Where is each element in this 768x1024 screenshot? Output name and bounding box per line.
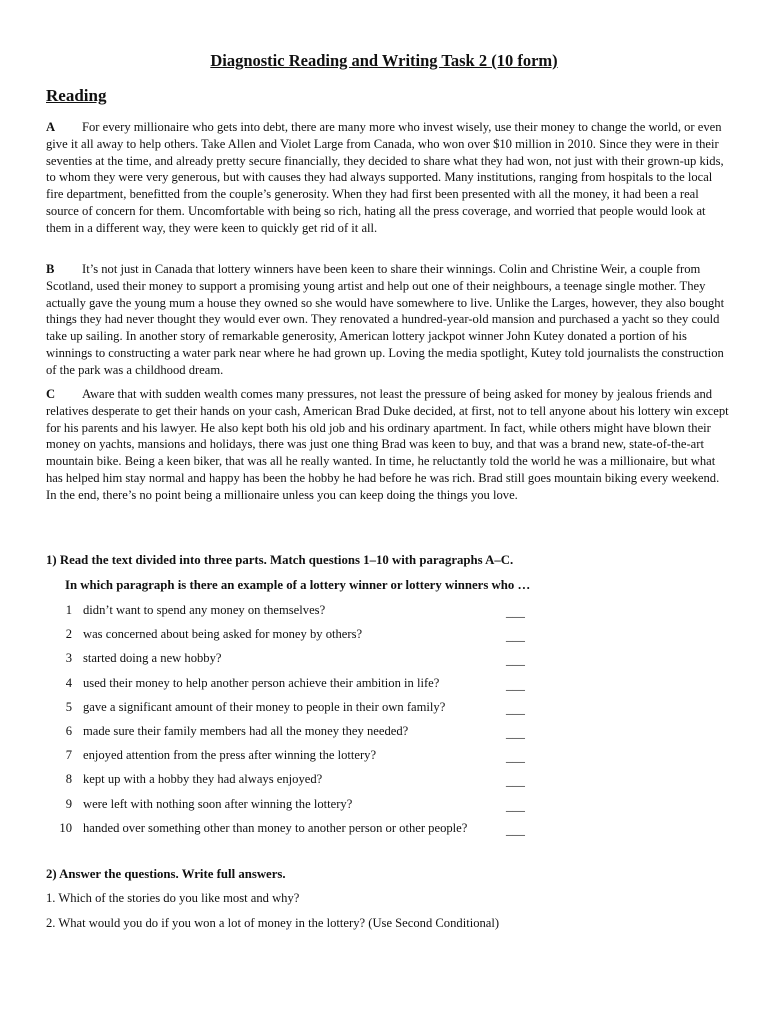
list-item [46, 697, 546, 721]
question-number: 6 [65, 723, 72, 738]
question-text: kept up with a hobby they had always enjoyed? [83, 772, 323, 787]
answer-blank[interactable]: ___ [506, 798, 525, 813]
paragraph-letter: B [46, 262, 55, 276]
list-item [46, 648, 546, 672]
question-text: started doing a new hobby? [83, 651, 222, 666]
task2-question-1: 1. Which of the stories do you like most and why? [46, 891, 300, 905]
answer-blank[interactable]: ___ [506, 822, 525, 837]
paragraph-text: For every millionaire who gets into debt, there are many more who invest wisely, use their money to change the world, or even give it all away to help others. Take Allen and Violet Large from Canada, who won over $10 million in 2010. Since they were in their seventies at the time, and already pretty secure financially, they decided to share what they had won, not just with their grown-up kids, to whom they were very generous, but with causes they had always supported. Many institutions, ranging from hospitals to the local fire department, benefitted from the couple’s generosity. When they had first been presented with all the money, it had been a real source of concern for them. Uncomfortable with being so rich, hating all the press coverage, and worried that people would look at them in a different way, they were keen to quickly get rid of it all. [46, 120, 724, 235]
question-text: enjoyed attention from the press after winning the lottery? [83, 748, 377, 763]
answer-blank[interactable]: ___ [506, 653, 525, 668]
question-text: gave a significant amount of their money to people in their own family? [83, 699, 446, 714]
answer-blank[interactable]: ___ [506, 725, 525, 740]
answer-blank[interactable]: ___ [506, 629, 525, 644]
task1-subheading: In which paragraph is there an example of a lottery winner or lottery winners who … [65, 578, 531, 592]
question-text: made sure their family members had all the money they needed? [83, 723, 409, 738]
answer-blank[interactable]: ___ [506, 750, 525, 765]
list-item [46, 794, 546, 818]
section-heading-reading: Reading [46, 86, 107, 105]
list-item [46, 818, 546, 842]
answer-blank[interactable]: ___ [506, 605, 525, 619]
list-item [46, 673, 546, 697]
answer-blank[interactable]: ___ [506, 701, 525, 716]
question-number: 4 [65, 675, 72, 690]
question-number: 2 [65, 627, 72, 642]
paragraph-text: It’s not just in Canada that lottery winners have been keen to share their winnings. Colin and Christine Weir, a couple from Scotland, used their money to support a promising young artist and help out one of their neighbours, a teenage single mother. They actually gave the young mum a house they owned so she would have somewhere to live. Unlike the Larges, however, they also bought things they had never thought they would ever own. They renovated a hundred-year-old mansion and purchased a yacht so they could take up sailing. In another story of remarkable generosity, American lottery jackpot winner John Kutey donated a portion of his winnings to constructing a water park near where he had grown up. Loving the media spotlight, Kutey told journalists the construction of the park was a childhood dream. [46, 262, 725, 377]
question-number: 1 [65, 603, 72, 617]
paragraph-b [46, 261, 730, 379]
task1-heading: 1) Read the text divided into three parts. Match questions 1–10 with paragraphs A–C. [46, 553, 514, 567]
task2-question-2: 2. What would you do if you won a lot of money in the lottery? (Use Second Conditional) [46, 916, 500, 930]
question-number: 7 [65, 748, 72, 763]
question-text: used their money to help another person achieve their ambition in life? [83, 675, 440, 690]
list-item [46, 745, 546, 769]
page-title: Diagnostic Reading and Writing Task 2 (10 form) [210, 51, 558, 70]
paragraph-text: Aware that with sudden wealth comes many pressures, not least the pressure of being asked for money by jealous friends and relatives desperate to get their hands on your cash, American Brad Duke decided, at first, not to tell anyone about his lottery win except for his parents and his lawyer. He also kept both his old job and his ordinary apartment. In fact, while others might have blown their money on yachts, mansions and holidays, there was just one thing Brad was keen to buy, and that was a brand new, state-of-the-art mountain bike. Being a keen biker, that was all he really wanted. In time, he reluctantly told the world he was a millionaire, but what has helped him stay normal and happy has been the hobby he had before he was rich. Brad still goes mountain biking every weekend. In the end, there’s no point being a millionaire unless you can keep doing the things you love. [46, 387, 729, 502]
list-item [46, 769, 546, 793]
list-item [46, 624, 546, 648]
answer-blank[interactable]: ___ [506, 677, 525, 692]
question-text: didn’t want to spend any money on themselves? [83, 603, 326, 617]
question-text: were left with nothing soon after winning the lottery? [83, 796, 353, 811]
matching-question-list [46, 600, 546, 842]
question-text: handed over something other than money to another person or other people? [83, 820, 468, 835]
paragraph-letter: C [46, 387, 56, 401]
answer-blank[interactable]: ___ [506, 774, 525, 789]
paragraph-a [46, 119, 730, 237]
paragraph-c [46, 386, 730, 504]
paragraph-letter: A [46, 120, 56, 134]
task2-heading: 2) Answer the questions. Write full answers. [46, 867, 286, 881]
question-number: 3 [65, 651, 72, 666]
question-number: 10 [59, 820, 72, 835]
question-number: 8 [65, 772, 72, 787]
list-item [46, 721, 546, 745]
question-number: 5 [65, 699, 72, 714]
question-number: 9 [65, 796, 72, 811]
question-text: was concerned about being asked for money by others? [83, 627, 363, 642]
list-item [46, 600, 546, 624]
